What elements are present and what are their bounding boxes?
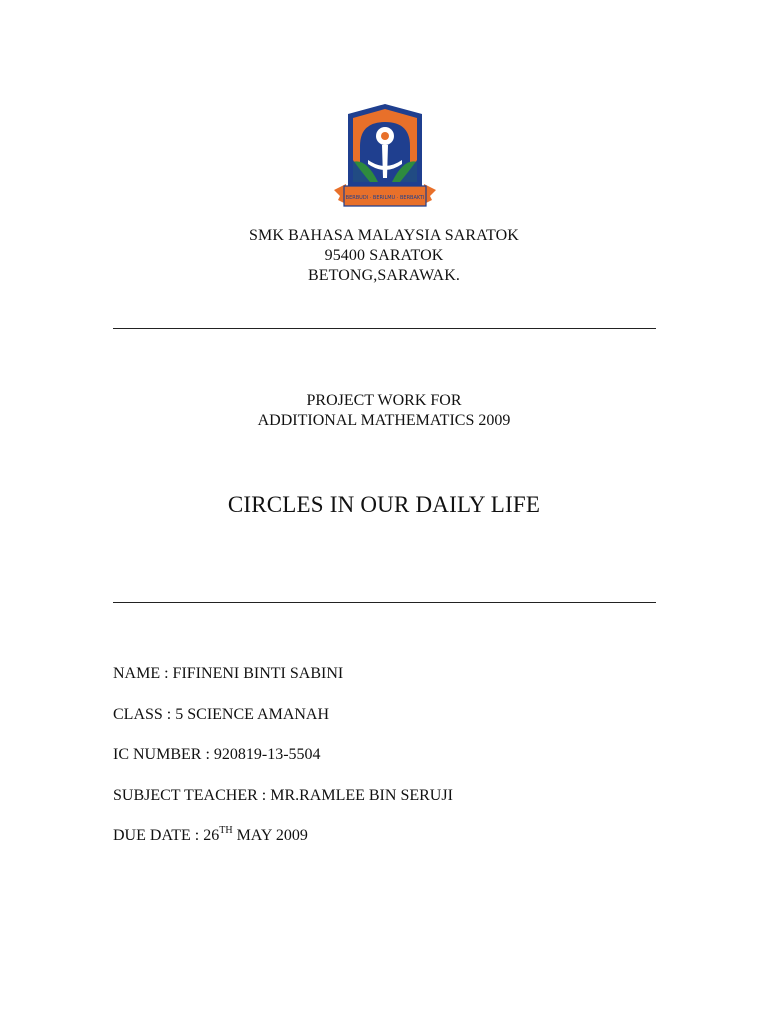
school-crest-icon	[330, 100, 440, 212]
divider-bottom	[113, 602, 656, 603]
school-name: SMK BAHASA MALAYSIA SARATOK	[249, 227, 519, 244]
project-heading	[0, 391, 768, 431]
school-address-block	[0, 226, 768, 286]
due-date-prefix: DUE DATE : 26	[113, 827, 220, 844]
svg-text:BERBUDI · BERILMU · BERBAKTI: BERBUDI · BERILMU · BERBAKTI	[345, 195, 425, 201]
due-date-ordinal: TH	[219, 824, 233, 836]
project-line-1: PROJECT WORK FOR	[306, 392, 462, 409]
school-postcode: 95400 SARATOK	[324, 247, 444, 264]
subject-teacher: SUBJECT TEACHER : MR.RAMLEE BIN SERUJI	[113, 787, 453, 804]
student-class: CLASS : 5 SCIENCE AMANAH	[113, 706, 330, 723]
project-line-2: ADDITIONAL MATHEMATICS 2009	[257, 412, 511, 429]
divider-top	[113, 328, 656, 329]
project-title: CIRCLES IN OUR DAILY LIFE	[227, 492, 541, 517]
school-location: BETONG,SARAWAK.	[308, 267, 460, 284]
due-date	[113, 826, 308, 846]
due-date-suffix: MAY 2009	[232, 827, 308, 844]
student-name: NAME : FIFINENI BINTI SABINI	[113, 665, 344, 682]
ic-number: IC NUMBER : 920819-13-5504	[113, 746, 321, 763]
